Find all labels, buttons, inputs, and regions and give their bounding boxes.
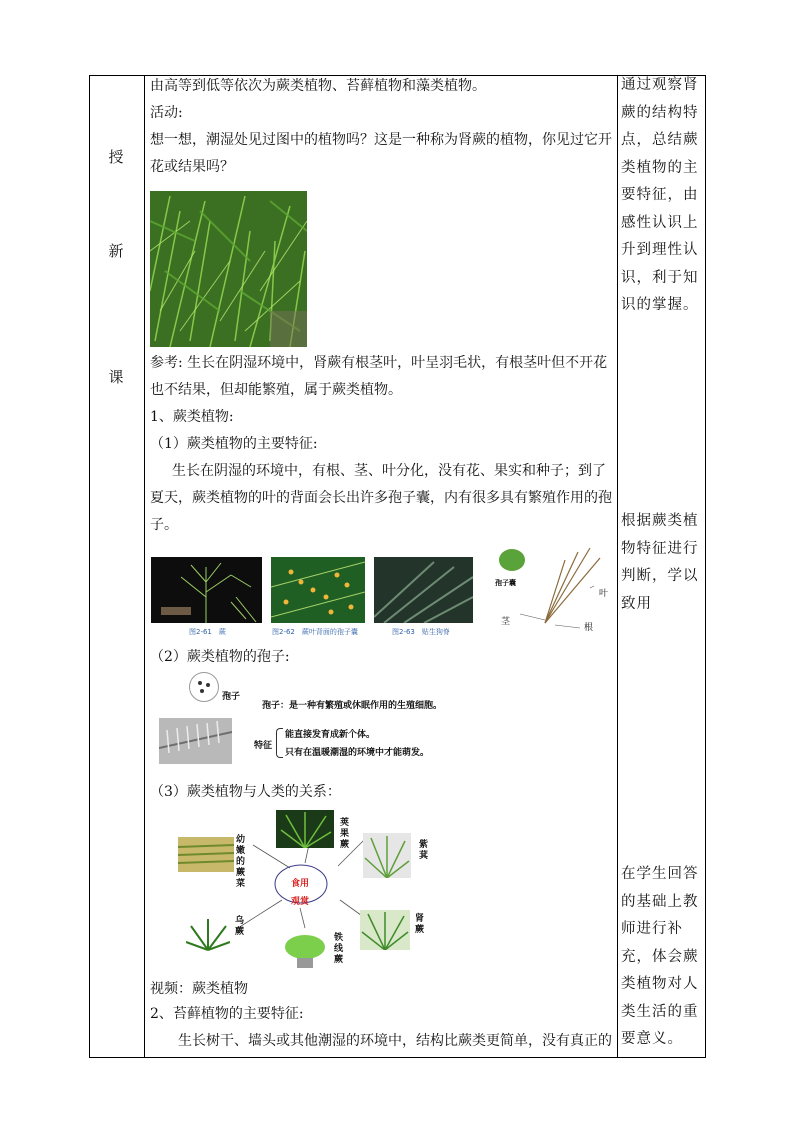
jiaguo-fern-photo bbox=[276, 810, 334, 848]
label-jiaguo-fern: 荚果蕨 bbox=[339, 818, 349, 850]
label-ziqi-fern: 紫萁 bbox=[418, 840, 428, 861]
feature-label: 特征 bbox=[254, 741, 273, 751]
intro-line: 由高等到低等依次为蕨类植物、苔藓植物和藻类植物。 bbox=[150, 78, 486, 94]
heading-fern-human-relation: （3）蕨类植物与人类的关系： bbox=[150, 784, 341, 800]
video-label: 视频：蕨类植物 bbox=[150, 981, 248, 997]
table-left-border bbox=[89, 75, 90, 1058]
figure-caption-2: 图2-62 蕨叶背面的孢子囊 bbox=[272, 628, 358, 636]
heading-fern-spores: （2）蕨类植物的孢子: bbox=[150, 649, 290, 665]
heading-fern-features: （1）蕨类植物的主要特征: bbox=[150, 436, 318, 452]
spore-microscope-photo bbox=[159, 718, 232, 764]
shenjue-photo bbox=[360, 910, 410, 950]
figure-caption-3: 图2-63 贴生狗脊 bbox=[392, 628, 450, 636]
table-top-border bbox=[89, 75, 706, 76]
fern-photo-3 bbox=[374, 557, 473, 623]
teaching-note-3: 在学生回答的基础上教师进行补充，体会蕨类植物对人类生活的重要意义。 bbox=[621, 866, 699, 1047]
fern-features-line-3: 子。 bbox=[150, 517, 178, 533]
table-right-border bbox=[705, 75, 706, 1058]
niaojue-photo bbox=[186, 916, 230, 952]
ziqi-fern-photo bbox=[363, 833, 411, 878]
spore-definition: 孢子：是一种有繁殖或休眠作用的生殖细胞。 bbox=[262, 701, 443, 711]
teaching-note-1: 通过观察肾蕨的结构特点，总结蕨类植物的主要特征，由感性认识上升到理性认识，利于知识的掌握。 bbox=[621, 77, 699, 313]
left-char-ke: 课 bbox=[108, 368, 124, 386]
activity-label: 活动: bbox=[150, 105, 183, 121]
table-bottom-border bbox=[89, 1057, 706, 1058]
fern-photo-1 bbox=[151, 557, 262, 623]
label-leaf: 叶 bbox=[599, 589, 609, 599]
left-char-shou: 授 bbox=[108, 148, 124, 166]
relation-food-label: 食用 bbox=[291, 879, 310, 889]
heading-moss: 2、苔藓植物的主要特征: bbox=[150, 1006, 304, 1022]
fern-photo-2 bbox=[271, 557, 365, 623]
moss-features-line-1: 生长树干、墙头或其他潮湿的环境中，结构比蕨类更简单，没有真正的 bbox=[178, 1033, 612, 1049]
label-stem: 茎 bbox=[501, 617, 511, 627]
label-young-fern: 幼嫩的蕨菜 bbox=[235, 835, 245, 889]
spore-circle bbox=[189, 672, 219, 702]
label-shenjue: 肾蕨 bbox=[414, 914, 424, 935]
heading-fern: 1、蕨类植物: bbox=[150, 409, 234, 425]
tiexian-fern-photo bbox=[281, 932, 329, 970]
activity-question-1: 想一想，潮湿处见过图中的植物吗？这是一种称为肾蕨的植物，你见过它开 bbox=[150, 132, 612, 148]
reference-line-2: 也不结果，但却能繁殖，属于蕨类植物。 bbox=[150, 382, 402, 398]
fern-features-line-2: 夏天，蕨类植物的叶的背面会长出许多孢子囊，内有很多具有繁殖作用的孢 bbox=[150, 490, 612, 506]
figure-caption-1: 图2-61 蕨 bbox=[189, 628, 226, 636]
table-col-divider-1 bbox=[144, 75, 145, 1058]
label-niaojue: 乌蕨 bbox=[234, 916, 244, 937]
table-col-divider-2 bbox=[617, 75, 618, 1058]
fern-features-line-1: 生长在阴湿的环境中，有根、茎、叶分化，没有花、果实和种子；到了 bbox=[172, 463, 606, 479]
teaching-note-2: 根据蕨类植物特征进行判断，学以致用 bbox=[621, 513, 699, 612]
relation-ornament-label: 观赏 bbox=[291, 897, 310, 907]
activity-question-2: 花或结果吗？ bbox=[150, 159, 234, 175]
label-sporangium: 孢子囊 bbox=[495, 579, 516, 587]
reference-line-1: 参考: 生长在阴湿环境中，肾蕨有根茎叶，叶呈羽毛状，有根茎叶但不开花 bbox=[150, 355, 608, 371]
feature-1: 能直接发育成新个体。 bbox=[285, 730, 376, 740]
spore-label: 孢子 bbox=[222, 692, 241, 702]
feature-brace bbox=[276, 728, 283, 758]
kidney-fern-photo bbox=[150, 191, 307, 347]
label-root: 根 bbox=[584, 623, 594, 633]
feature-2: 只有在温暖潮湿的环境中才能萌发。 bbox=[285, 748, 430, 758]
left-char-xin: 新 bbox=[108, 242, 124, 260]
young-fern-photo bbox=[178, 837, 234, 872]
label-tiexian-fern: 铁线蕨 bbox=[333, 933, 343, 965]
